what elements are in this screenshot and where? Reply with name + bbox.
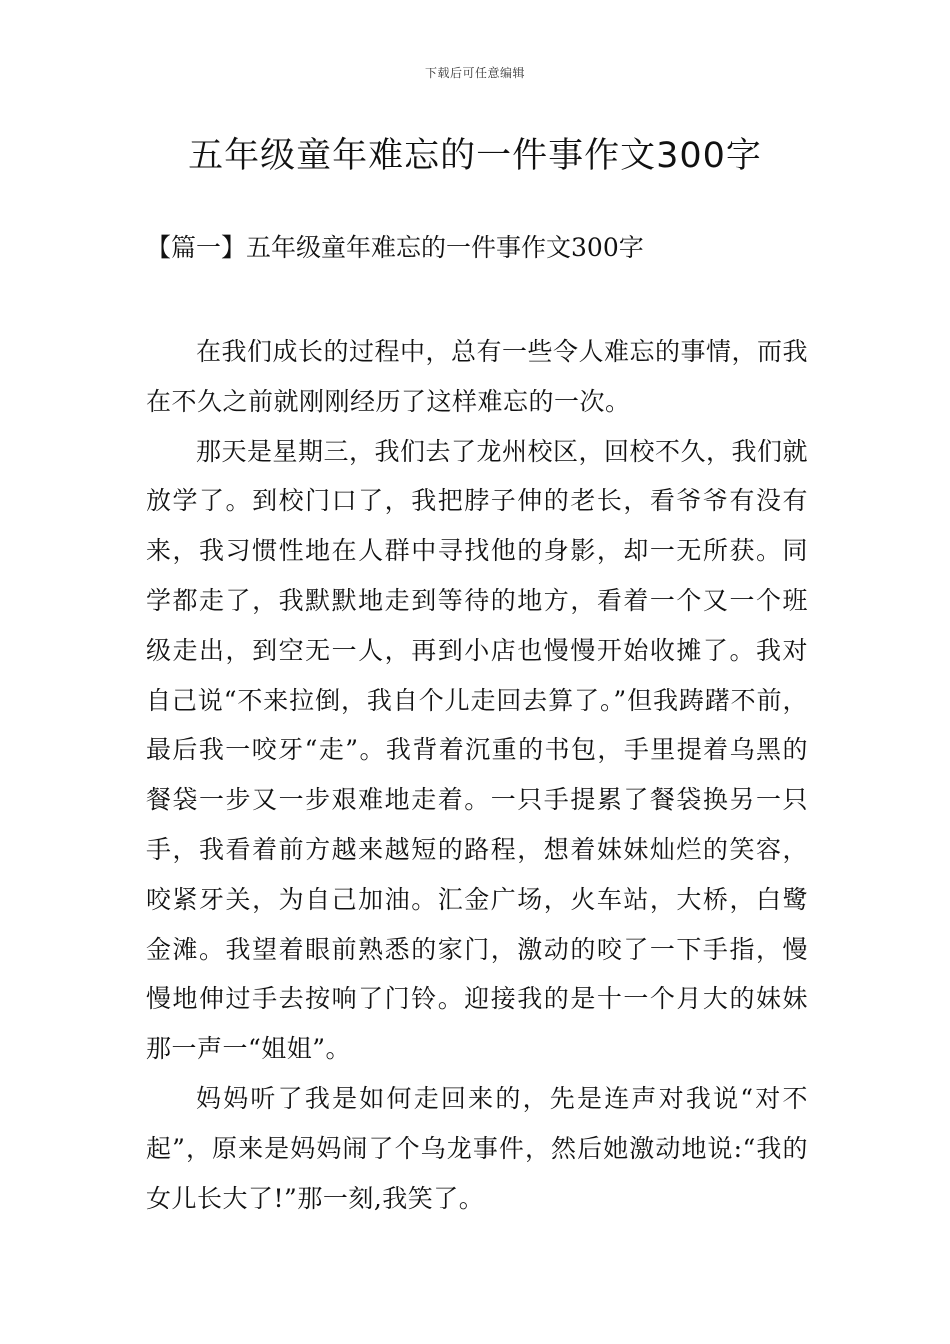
paragraph-1: 在我们成长的过程中，总有一些令人难忘的事情，而我在不久之前就刚刚经历了这样难忘的一次。 xyxy=(146,337,809,416)
document-title: 五年级童年难忘的一件事作文300字 xyxy=(188,136,762,176)
header-note: 下载后可任意编辑 xyxy=(424,66,525,80)
section-heading: 【篇一】五年级童年难忘的一件事作文300字 xyxy=(146,233,644,262)
paragraph-3: 妈妈听了我是如何走回来的，先是连声对我说“对不起”，原来是妈妈闹了个乌龙事件，然后她激动地说:“我的女儿长大了!”那一刻,我笑了。 xyxy=(146,1083,808,1213)
paragraph-2: 那天是星期三，我们去了龙州校区，回校不久，我们就放学了。到校门口了，我把脖子伸的老长，看爷爷有没有来，我习惯性地在人群中寻找他的身影，却一无所获。同学都走了，我默默地走到等待的地方，看着一个又一个班级走出，到空无一人，再到小店也慢慢开始收摊了。我对自己说“不来拉倒，我自个儿走回去算了。”但我踌躇不前，最后我一咬牙“走”。我背着沉重的书包，手里提着乌黑的餐袋一步又一步艰难地走着。一只手提累了餐袋换另一只手，我看着前方越来越短的路程，想着妹妹灿烂的笑容，咬紧牙关，为自己加油。汇金广场，火车站，大桥，白鹭金滩。我望着眼前熟悉的家门，激动的咬了一下手指，慢慢地伸过手去按响了门铃。迎接我的是十一个月大的妹妹那一声一“姐姐”。 xyxy=(146,436,809,1064)
document-body xyxy=(146,327,808,1223)
